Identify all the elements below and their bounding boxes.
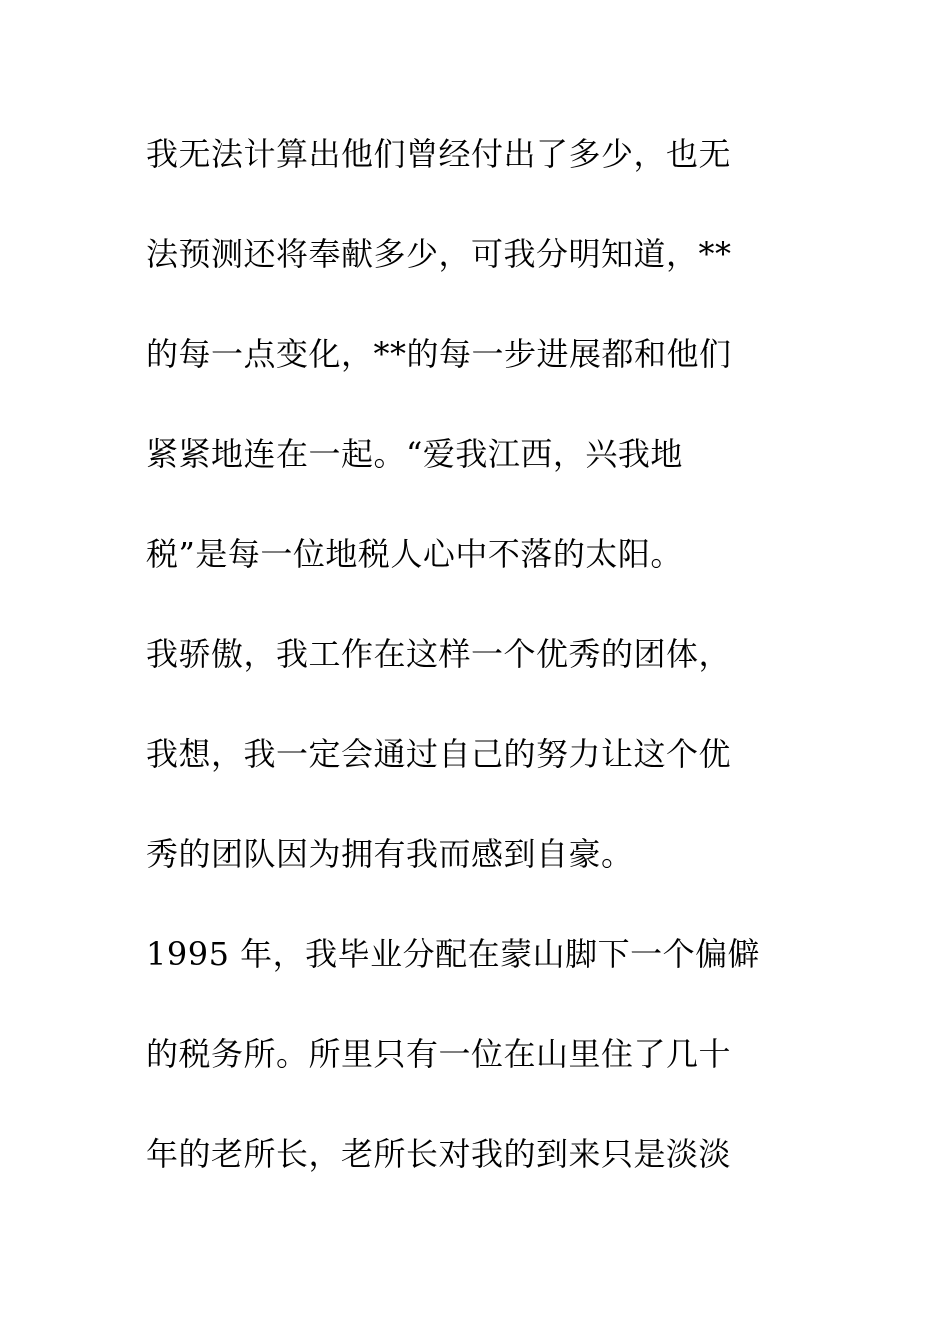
text-line: 税”是每一位地税人心中不落的太阳。 — [146, 535, 683, 573]
body-text — [146, 128, 806, 1228]
text-line: 紧紧地连在一起。“爱我江西，兴我地 — [146, 435, 683, 473]
text-line: 秀的团队因为拥有我而感到自豪。 — [146, 835, 634, 873]
text-line: 的每一点变化，**的每一步进展都和他们 — [146, 335, 732, 373]
text-line: 我想，我一定会通过自己的努力让这个优 — [146, 735, 732, 773]
text-line: 1995 年，我毕业分配在蒙山脚下一个偏僻 — [146, 935, 761, 973]
text-line: 年的老所长，老所长对我的到来只是淡淡 — [146, 1135, 732, 1173]
text-line: 的税务所。所里只有一位在山里住了几十 — [146, 1035, 732, 1073]
text-line: 法预测还将奉献多少，可我分明知道，** — [146, 235, 732, 273]
text-line: 我无法计算出他们曾经付出了多少，也无 — [146, 135, 732, 173]
text-line: 我骄傲，我工作在这样一个优秀的团体， — [146, 635, 732, 673]
